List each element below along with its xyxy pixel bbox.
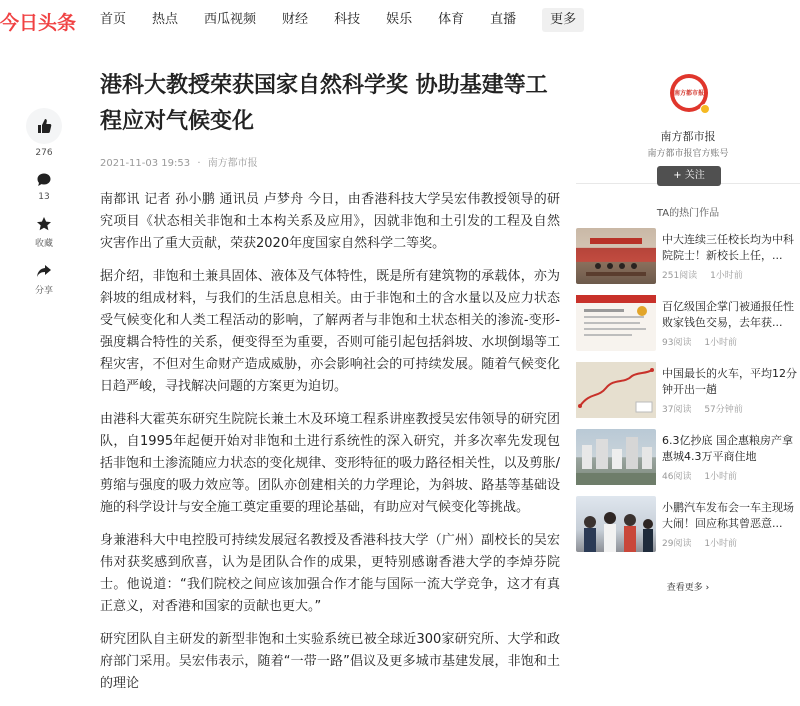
author-subtitle: 南方都市报官方账号: [647, 149, 729, 159]
nav-tech[interactable]: 科技: [334, 12, 361, 27]
like-count: 276: [35, 148, 53, 158]
list-item[interactable]: [576, 429, 800, 496]
thumbs-up-icon: [36, 118, 52, 134]
nav-entertainment[interactable]: 娱乐: [386, 12, 413, 27]
thumbnail-image[interactable]: [576, 228, 656, 284]
hot-item-title[interactable]: 6.3亿抄底 国企惠粮房产拿惠城4.3万平商住地: [662, 434, 793, 463]
nav-home[interactable]: 首页: [100, 12, 127, 27]
read-count: 251阅读: [662, 271, 698, 281]
toutiao-logo[interactable]: 今日头条: [0, 12, 77, 34]
star-icon: [36, 216, 52, 232]
thumbnail-image[interactable]: [576, 295, 656, 351]
hot-item-stats: [662, 469, 747, 482]
hot-item-stats: [662, 536, 747, 549]
nav-xigua-video[interactable]: 西瓜视频: [204, 12, 257, 27]
main-nav: [100, 8, 584, 32]
article-paragraph: 身兼港科大中电控股可持续发展冠名教授及香港科技大学（广州）副校长的吴宏伟对获奖感到欣喜，认为是团队合作的成果，更特别感谢香港大学的李焯芬院士。他说道：“我们院校之间应该加强合作才能与国际一流大学竞争，这才有真正意义，对香港和国家的贡献也更大。”: [100, 533, 560, 614]
like-circle: [26, 108, 62, 144]
comment-count: 13: [38, 192, 50, 202]
list-item[interactable]: [576, 295, 800, 362]
nav-finance[interactable]: 财经: [282, 12, 309, 27]
time-ago: 1小时前: [710, 271, 743, 281]
article-paragraph: 据介绍，非饱和土兼具固体、液体及气体特性，既是所有建筑物的承载体，亦为斜坡的组成材料，与我们的生活息息相关。由于非饱和土的含水量以及应力状态受气候变化和人类工程活动的影响，了解两者与非饱和土状态相关的渗流-变形-强度耦合特性的关系，便变得至为重要，否则可能引起包括斜坡、水坝倒塌等工程灾害，不但对生命财产造成威胁，亦会影响社会的可持续发展。随着气候变化日趋严峻，寻找解决问题的方案更为迫切。: [100, 269, 560, 394]
list-item[interactable]: [576, 496, 800, 563]
verified-badge-icon: [700, 104, 710, 114]
hot-works-list: [576, 228, 800, 563]
follow-button[interactable]: + 关注: [657, 166, 721, 186]
view-more-link[interactable]: 查看更多 ›: [666, 583, 710, 593]
comment-icon: [36, 172, 52, 188]
read-count: 93阅读: [662, 338, 692, 348]
publish-time: 2021-11-03 19:53: [100, 158, 191, 169]
nav-live[interactable]: 直播: [490, 12, 517, 27]
right-sidebar: [576, 0, 800, 640]
favorite-label: 收藏: [34, 239, 53, 249]
share-arrow-icon: [36, 263, 52, 279]
city-photo-icon: [576, 429, 656, 485]
hot-item-title[interactable]: 小鹏汽车发布会一车主现场大闹！回应称其曾恶意...: [662, 501, 794, 530]
hot-item-title[interactable]: 中大连续三任校长均为中科院院士！新校长上任，...: [662, 233, 794, 262]
thumbnail-image[interactable]: [576, 362, 656, 418]
article-title: 港科大教授荣获国家自然科学奖 协助基建等工程应对气候变化: [100, 73, 548, 134]
crowd-photo-icon: [576, 496, 656, 552]
list-item[interactable]: [576, 228, 800, 295]
read-count: 37阅读: [662, 405, 692, 415]
hot-works-heading: TA的热门作品: [656, 208, 720, 219]
time-ago: 1小时前: [704, 338, 738, 348]
article-action-rail: [24, 108, 64, 296]
hot-item-title[interactable]: 百亿级国企掌门被通报任性败家钱色交易，去年获...: [662, 300, 794, 329]
hot-item-title[interactable]: 中国最长的火车，平均12分钟开出一趟: [662, 367, 797, 396]
list-item[interactable]: [576, 362, 800, 429]
read-count: 46阅读: [662, 472, 692, 482]
share-label: 分享: [34, 286, 53, 296]
meta-separator: ·: [197, 158, 201, 169]
comment-button[interactable]: [24, 172, 64, 202]
article-source[interactable]: 南方都市报: [207, 158, 258, 169]
article-meta: [100, 154, 560, 169]
author-name[interactable]: 南方都市报: [660, 130, 716, 143]
read-count: 29阅读: [662, 539, 692, 549]
share-button[interactable]: [24, 263, 64, 296]
hot-item-stats: [662, 402, 753, 415]
thumbnail-image[interactable]: [576, 429, 656, 485]
hot-item-stats: [662, 335, 747, 348]
favorite-button[interactable]: [24, 216, 64, 249]
article-body: [100, 189, 560, 695]
nav-sports[interactable]: 体育: [438, 12, 465, 27]
article-paragraph: 由港科大霍英东研究生院院长兼土木及环境工程系讲座教授吴宏伟领导的研究团队，自1995年起便开始对非饱和土进行系统性的深入研究，并多次率先发现包括非饱和土渗流随应力状态的变化规律、变形特征的吸力路径相关性，以及剪胀/剪缩与强度的吸力效应等。团队亦创建相关的力学理论，为斜坡、路基等基础设施的科学设计与安全施工奠定重要的理论基础，有助应对气候变化等挑战。: [100, 412, 560, 515]
avatar-logo: 南方都市报: [674, 78, 704, 108]
article-paragraph: 南都讯 记者 孙小鹏 通讯员 卢梦舟 今日，由香港科技大学吴宏伟教授领导的研究项目《状态相关非饱和土本构关系及应用》，因就非饱和土引发的工程及自然灾害作出了重大贡献，荣获2020年度国家自然科学二等奖。: [100, 192, 560, 251]
like-button[interactable]: [24, 108, 64, 158]
meeting-photo-icon: [576, 228, 656, 284]
time-ago: 57分钟前: [704, 405, 743, 415]
time-ago: 1小时前: [704, 539, 738, 549]
article-paragraph: 研究团队自主研发的新型非饱和土实验系统已被全球近300家研究所、大学和政府部门采用。吴宏伟表示，随着“一带一路”倡议及更多城市基建发展，非饱和土的理论: [100, 632, 560, 691]
map-photo-icon: [576, 362, 656, 418]
nav-hot[interactable]: 热点: [152, 12, 179, 27]
hot-item-stats: [662, 268, 753, 281]
time-ago: 1小时前: [704, 472, 738, 482]
author-card: [576, 8, 800, 184]
document-photo-icon: [576, 295, 656, 351]
thumbnail-image[interactable]: [576, 496, 656, 552]
article-content: [100, 68, 560, 706]
nav-more-button[interactable]: 更多: [542, 8, 584, 32]
